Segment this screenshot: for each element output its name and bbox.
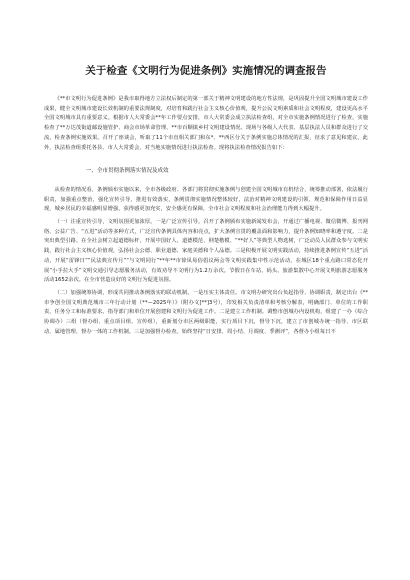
document-title: 关于检查《文明行为促进条例》实施情况的调查报告 [85, 65, 327, 77]
section-heading: 一、全市贯彻条例落实情况及成效 [86, 168, 169, 175]
subsection-paragraph [44, 289, 368, 338]
subsection-heading: （二）加强统筹协调，形成共同推动条例落实的联动机制。 [54, 289, 193, 296]
body-paragraph: 从检查的情况看，条例颁布实施以来，全市各级政府、各部门将贯彻实施条例与创建全国文明城市有机结合，统筹推动部署，依法履行职责，加强重点整治，强化宣传引导，推进有效落实，条例贯彻实施情况整体较好，法治对精神文明建设的引领、规范和保障作用日益显现，城乡居民的幸福感明显增强，获得感更加充实，安全感更有保障，全市社会文明程度和社会治理能力得到大幅提升。 [44, 186, 368, 213]
subsection-body: 一是压实主体责任。市文明办研究出台负起指导、协调职责，制定出台《**市争创全国文明典范城市三年行动计划（**—2025年）》（附办文[**]3号），印发相关负责清单和考核分解表，明确部门、单位的工作职责、任务分工和标准要求。指导部门和单位开展创建和文明行为促进工作。二是建立工作机制。调整市创城办内设机构，组建了一办（综合协调办）三组（督办组、重点项目组、宣传组），重新划分市区两级职能，实行项目下沉，督导下沉，建立了市创城办统一指导、市区联动、属地管理、督办一体的工作机制。三是加强督办检查。始终坚持“日安排、周小结、月调度、季测评”，各督办小组每日不 [44, 289, 368, 335]
subsection-heading: （一）注重宣传引导，文明氛围更加浓厚。 [54, 219, 156, 226]
subsection-paragraph [44, 218, 368, 286]
intro-paragraph: 《**市文明行为促进条例》是我市取得地方立法权后制定的第一部关于精神文明建设的地方性法规，是巩固提升全国文明城市建设工作成果，健全文明城市建设长效机制的重要法规制度，对培育和践行社会主义核心价值观，提升公民文明素质和社会文明程度，建设更高水平全国文明城市具有重要意义。根据市人大常委会**年工作要点安排，市人大常委会成立执法检查组，对全市实施条例情况进行了检查。实施检查了**万达茂街道邮设施管护、商会市场革命管理、**市百顺镇乡村文明建设情况、现场与各级人大代表、基层执法人员和群众进行了交流，检查条例实施效果。召开了座谈会，听取了11个市直相关部门和东*、**西区分关于条例实施总体情况的汇报，征求了意见和建议。此外，执法检查组委托各县、市人大常委会，对当地实施情况进行执法检查。现将执法检查情况报告如下： [44, 96, 368, 151]
subsection-body: 一是广泛宣传引导。召开了条例颁布实施新闻发布会，开通过广播电视、微信微博、报刊网络、公益广告、“五进”活动等多种方式，广泛宣传条例具体内容和亮点，扩大条例宣贯的覆盖面和影响力，提升条例知晓率和遵守度。二是突出典型引路。在全社会树立起道德标杆，开展中国好人、道德模范、荆楚楷模、“**好人”等典型人物选树，广泛动员人民群众参与文明实践，践行社会主义核心价值观，弘扬社会公德、职业道德、家庭美德和个人品德。三是积极开展文明实践活动，持续推进条例宣传“五进”活动，开展“雷锋日”“民法典宣传月”“与文明同行”**年**市徐凤易俗倡议两会等文明实践集中性示范活动，在城区18个重点路口常态化开展“小手拉大手”文明交通引导志愿服务活动，有效劝导不文明行为1.2万余次。节假日在车站、码头、旅游集散中心开展文明旅游志愿服务活动1652余次。在全市营造良好的文明行为促进氛围。 [44, 219, 369, 284]
